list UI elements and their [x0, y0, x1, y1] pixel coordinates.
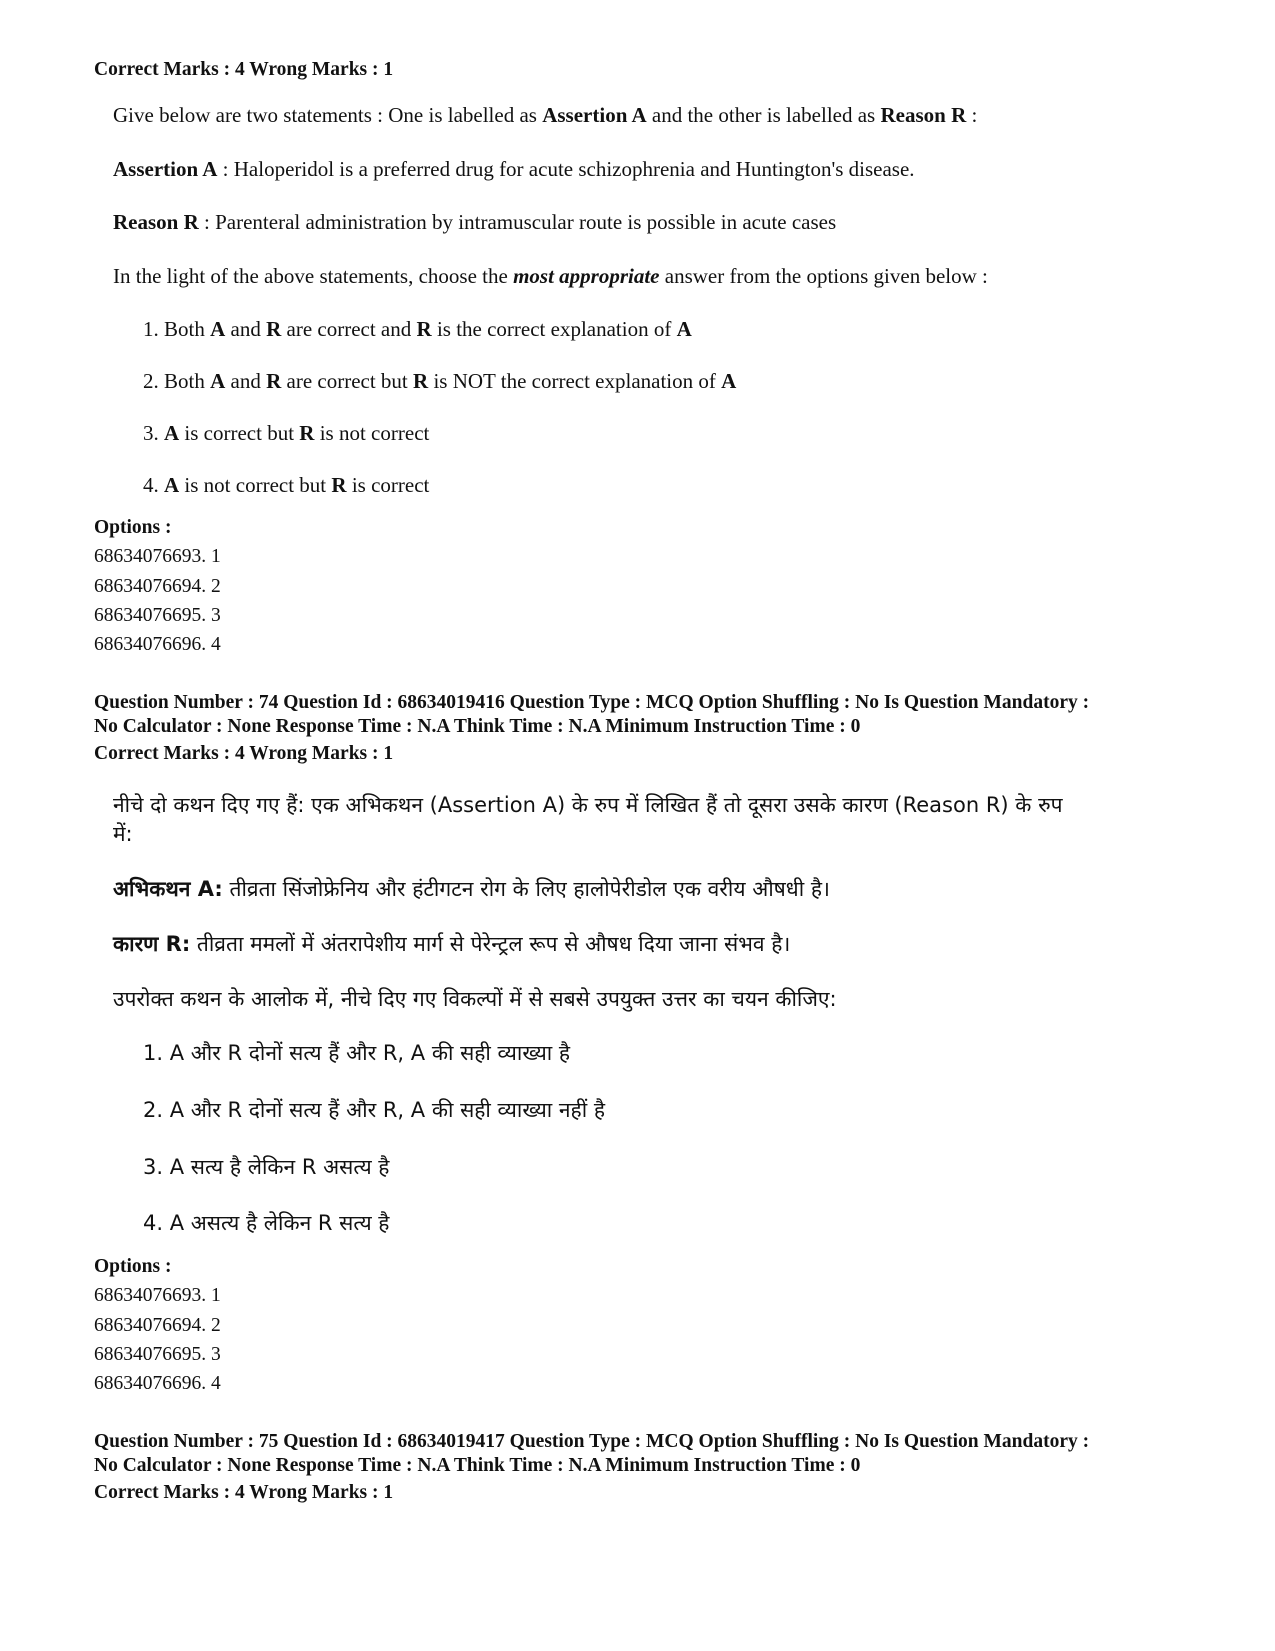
q73-instruction: In the light of the above statements, choose the most appropriate answer from the options given below :: [113, 264, 988, 288]
q74-choice-1: 1. A और R दोनों सत्य हैं और R, A की सही व्याख्या है: [143, 1041, 571, 1065]
q74-instruction: उपरोक्त कथन के आलोक में, नीचे दिए गए विकल्पों में से सबसे उपयुक्त उत्तर का चयन कीजिए:: [113, 987, 837, 1011]
q73-reason: Reason R : Parenteral administration by intramuscular route is possible in acute cases: [113, 210, 837, 234]
q74-assertion: अभिकथन A: तीव्रता सिंजोफ्रेनिय और हंटीगटन रोग के लिए हालोपेरीडोल एक वरीय औषधी है।: [113, 877, 830, 901]
q74-option-3: 68634076695. 3: [94, 1343, 221, 1365]
q74-reason: कारण R: तीव्रता ममलों में अंतरापेशीय मार्ग से पेरेन्ट्रल रूप से औषध दिया जाना संभव है।: [113, 932, 791, 956]
q73-option-3: 68634076695. 3: [94, 604, 221, 626]
q73-marks: Correct Marks : 4 Wrong Marks : 1: [94, 59, 394, 80]
q73-choice-1: 1. Both A and R are correct and R is the correct explanation of A: [143, 317, 692, 341]
q73-option-2: 68634076694. 2: [94, 575, 221, 597]
q73-choice-4: 4. A is not correct but R is correct: [143, 473, 430, 497]
q75-header-line2: No Calculator : None Response Time : N.A Think Time : N.A Minimum Instruction Time : 0: [94, 1455, 861, 1476]
q74-option-4: 68634076696. 4: [94, 1373, 221, 1395]
q74-header-line2: No Calculator : None Response Time : N.A Think Time : N.A Minimum Instruction Time : 0: [94, 716, 861, 737]
q74-header: [94, 691, 1089, 739]
q75-header: [94, 1430, 1089, 1478]
q74-header-line1: Question Number : 74 Question Id : 68634019416 Question Type : MCQ Option Shuffling : No Is Question Mandatory :: [94, 692, 1090, 713]
q74-options-label: Options :: [94, 1256, 172, 1277]
q75-header-line1: Question Number : 75 Question Id : 68634019417 Question Type : MCQ Option Shuffling : No Is Question Mandatory :: [94, 1431, 1090, 1452]
q74-options-list: [94, 1252, 221, 1398]
q73-choice-3: 3. A is correct but R is not correct: [143, 421, 430, 445]
q74-intro-line2: में:: [113, 822, 133, 846]
q74-option-1: 68634076693. 1: [94, 1285, 221, 1307]
q74-choice-4: 4. A असत्य है लेकिन R सत्य है: [143, 1211, 390, 1235]
q73-options-list: [94, 513, 221, 659]
q74-marks: Correct Marks : 4 Wrong Marks : 1: [94, 743, 394, 764]
q74-choice-2: 2. A और R दोनों सत्य हैं और R, A की सही व्याख्या नहीं है: [143, 1098, 605, 1122]
q73-choice-2: 2. Both A and R are correct but R is NOT the correct explanation of A: [143, 369, 737, 393]
q75-marks: Correct Marks : 4 Wrong Marks : 1: [94, 1482, 394, 1503]
q74-intro-line1: नीचे दो कथन दिए गए हैं: एक अभिकथन (Assertion A) के रुप में लिखित हैं तो दूसरा उसके कारण (Reason R) के रुप: [113, 793, 1063, 817]
q74-choice-3: 3. A सत्य है लेकिन R असत्य है: [143, 1155, 390, 1179]
q73-option-1: 68634076693. 1: [94, 546, 221, 568]
q73-assertion: Assertion A : Haloperidol is a preferred drug for acute schizophrenia and Huntington's disease.: [113, 157, 915, 181]
q73-intro: Give below are two statements : One is labelled as Assertion A and the other is labelled as Reason R :: [113, 103, 978, 127]
q73-options-label: Options :: [94, 517, 172, 538]
q74-option-2: 68634076694. 2: [94, 1314, 221, 1336]
q73-option-4: 68634076696. 4: [94, 634, 221, 656]
